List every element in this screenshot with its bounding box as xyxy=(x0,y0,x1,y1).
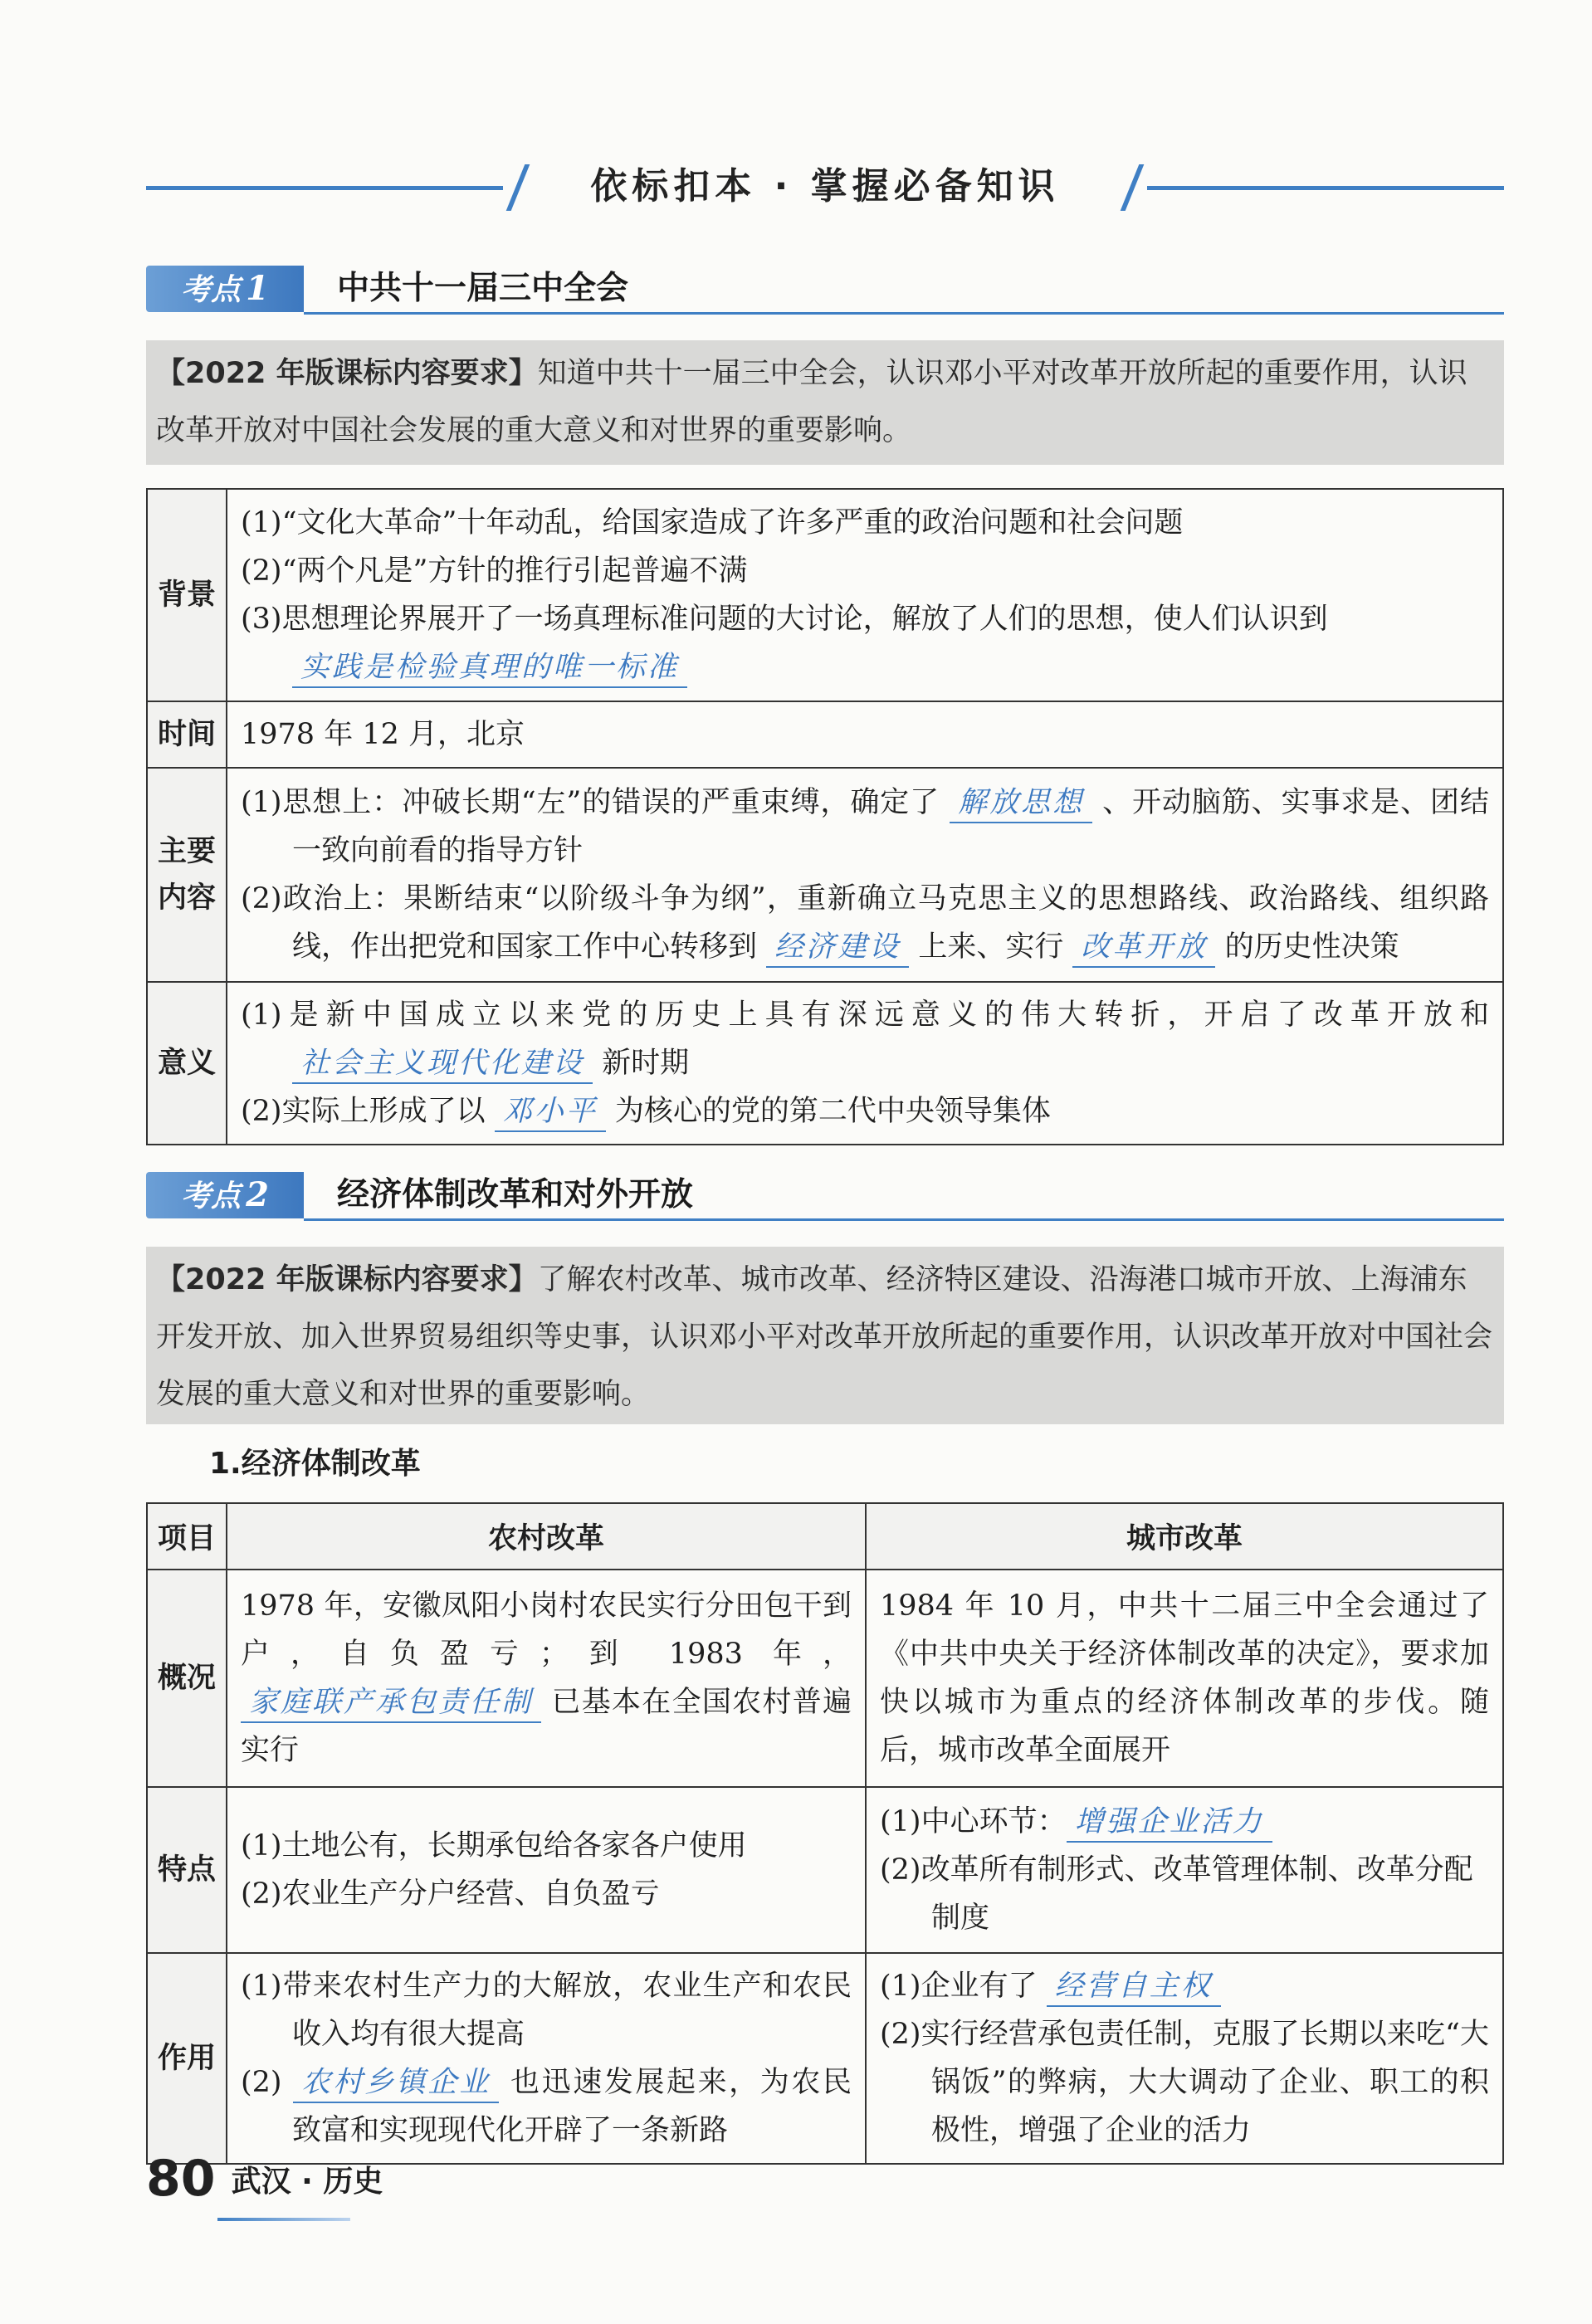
row-label-content: 主要内容 xyxy=(147,768,227,982)
row-label-features: 特点 xyxy=(147,1787,227,1953)
overview-rural-cell xyxy=(227,1570,866,1787)
requirement-text: 了解农村改革、城市改革、经济特区建设、沿海港口城市开放、上海浦东开发开放、加入世界贸易组织等史事，认识邓小平对改革开放所起的重要作用，认识改革开放对中国社会发展的重大意义和对世界的重要影响。 xyxy=(156,1263,1493,1411)
content-item-2-pre: (2)政治上：果断结束“以阶级斗争为纲”，重新确立马克思主义的思想路线、政治路线、组织路线，作出把党和国家工作中心转移到 xyxy=(241,882,1489,964)
answer-blank: 农村乡镇企业 xyxy=(293,2063,499,2103)
background-item-3-text: (3)思想理论界展开了一场真理标准问题的大讨论，解放了人们的思想，使人们认识到 xyxy=(241,603,1328,636)
meaning-item-1-pre: (1)是新中国成立以来党的历史上具有深远意义的伟大转折，开启了改革开放和 xyxy=(241,998,1489,1032)
effect-rural-item-2-post: 也迅速发展起来，为农民致富和实现现代化开辟了一条新路 xyxy=(292,2066,852,2147)
section-1-rule xyxy=(304,312,1504,315)
features-rural-item-2: (2)农业生产分户经营、自负盈亏 xyxy=(241,1877,660,1911)
footer-accent-bar xyxy=(217,2218,350,2221)
answer-blank: 经济建设 xyxy=(766,928,909,968)
section-2-table xyxy=(146,1502,1504,2165)
answer-blank: 家庭联产承包责任制 xyxy=(241,1683,541,1723)
section-2-heading xyxy=(146,1172,1504,1222)
requirement-label: 【2022 年版课标内容要求】 xyxy=(156,1263,538,1296)
table-row-time xyxy=(147,701,1503,768)
effect-rural-item-1: (1)带来农村生产力的大解放，农业生产和农民收入均有很大提高 xyxy=(241,1970,852,2051)
features-urban-cell xyxy=(866,1787,1503,1953)
background-cell xyxy=(227,489,1503,701)
page-header xyxy=(146,158,1504,216)
time-cell: 1978 年 12 月，北京 xyxy=(227,701,1503,768)
overview-rural-pre: 1978 年，安徽凤阳小岗村农民实行分田包干到户，自负盈亏；到 1983 年， xyxy=(241,1589,852,1671)
subheading-economic-reform: 1.经济体制改革 xyxy=(209,1447,421,1481)
row-label-background: 背景 xyxy=(147,489,227,701)
effect-urban-item-1-pre: (1)企业有了 xyxy=(880,1970,1038,2003)
meaning-cell xyxy=(227,982,1503,1145)
meaning-item-1-post: 新时期 xyxy=(602,1047,690,1080)
content-item-2-post: 的历史性决策 xyxy=(1224,930,1399,964)
content-item-1 xyxy=(241,779,1489,875)
answer-blank: 邓小平 xyxy=(495,1092,606,1132)
row-label-meaning: 意义 xyxy=(147,982,227,1145)
effect-rural-cell xyxy=(227,1953,866,2164)
section-2-title: 经济体制改革和对外开放 xyxy=(337,1176,694,1213)
table-row-effect xyxy=(147,1953,1503,2164)
table-header-row xyxy=(147,1503,1503,1570)
content-item-1-pre: (1)思想上：冲破长期“左”的错误的严重束缚，确定了 xyxy=(241,786,940,819)
section-1-table xyxy=(146,488,1504,1145)
table-row-meaning xyxy=(147,982,1503,1145)
row-label-time: 时间 xyxy=(147,701,227,768)
content-cell xyxy=(227,768,1503,982)
section-1-requirement xyxy=(146,340,1504,465)
badge-number: 1 xyxy=(246,269,269,308)
section-1-heading xyxy=(146,266,1504,315)
book-label: 武汉 · 历史 xyxy=(231,2164,383,2199)
badge-number: 2 xyxy=(246,1175,269,1214)
features-rural-cell xyxy=(227,1787,866,1953)
features-urban-item-1 xyxy=(880,1798,1489,1846)
section-2-badge xyxy=(146,1172,304,1218)
row-label-effect: 作用 xyxy=(147,1953,227,2164)
meaning-item-2-post: 为核心的党的第二代中央领导集体 xyxy=(614,1095,1051,1128)
requirement-text: 知道中共十一届三中全会，认识邓小平对改革开放所起的重要作用，认识改革开放对中国社会发展的重大意义和对世界的重要影响。 xyxy=(156,357,1467,447)
page-number: 80 xyxy=(146,2150,216,2208)
effect-urban-item-2: (2)实行经营承包责任制，克服了长期以来吃“大锅饭”的弊病，大大调动了企业、职工的积极性，增强了企业的活力 xyxy=(880,2018,1489,2147)
features-rural-item-1: (1)土地公有，长期承包给各家各户使用 xyxy=(241,1829,747,1863)
answer-blank: 经营自主权 xyxy=(1047,1967,1221,2007)
answer-blank: 社会主义现代化建设 xyxy=(292,1044,593,1084)
background-item-1: (1)“文化大革命”十年动乱，给国家造成了许多严重的政治问题和社会问题 xyxy=(241,506,1184,540)
meaning-item-2 xyxy=(241,1087,1489,1135)
overview-rural-post: 已基本在全国农村普遍实行 xyxy=(241,1686,852,1767)
effect-urban-cell xyxy=(866,1953,1503,2164)
effect-rural-item-2 xyxy=(241,2058,852,2155)
header-slash-left xyxy=(506,164,530,211)
meaning-item-2-pre: (2)实际上形成了以 xyxy=(241,1095,486,1128)
answer-blank: 增强企业活力 xyxy=(1067,1803,1272,1843)
content-item-2 xyxy=(241,875,1489,971)
features-urban-item-1-pre: (1)中心环节： xyxy=(880,1805,1067,1838)
header-rule-left xyxy=(146,186,503,190)
section-2-requirement xyxy=(146,1247,1504,1424)
features-urban-item-2: (2)改革所有制形式、改革管理体制、改革分配制度 xyxy=(880,1853,1473,1935)
section-1-title: 中共十一届三中全会 xyxy=(337,270,629,307)
col-header-urban: 城市改革 xyxy=(866,1503,1503,1570)
table-row-content xyxy=(147,768,1503,982)
answer-blank: 改革开放 xyxy=(1072,928,1215,968)
table-row-background xyxy=(147,489,1503,701)
badge-text: 考点 xyxy=(181,272,242,307)
col-header-rural: 农村改革 xyxy=(227,1503,866,1570)
background-item-2: (2)“两个凡是”方针的推行引起普遍不满 xyxy=(241,554,748,588)
requirement-label: 【2022 年版课标内容要求】 xyxy=(156,357,538,390)
meaning-item-1 xyxy=(241,991,1489,1087)
content-item-2-mid: 上来、实行 xyxy=(918,930,1064,964)
answer-blank: 解放思想 xyxy=(950,784,1092,823)
effect-rural-item-2-pre: (2) xyxy=(241,2066,282,2099)
badge-text: 考点 xyxy=(181,1179,242,1213)
answer-blank: 实践是检验真理的唯一标准 xyxy=(292,648,687,688)
section-2-rule xyxy=(304,1218,1504,1221)
row-label-overview: 概况 xyxy=(147,1570,227,1787)
header-slash-right xyxy=(1121,164,1145,211)
col-header-item: 项目 xyxy=(147,1503,227,1570)
effect-urban-item-1 xyxy=(880,1962,1489,2010)
background-item-3 xyxy=(241,595,1489,691)
content-item-1-post: 、开动脑筋、实事求是、团结一致向前看的指导方针 xyxy=(292,786,1489,867)
page-title: 依标扣本 · 掌握必备知识 xyxy=(590,165,1060,208)
page-footer xyxy=(146,2150,383,2224)
section-1-badge xyxy=(146,266,304,312)
table-row-overview xyxy=(147,1570,1503,1787)
header-rule-right xyxy=(1147,186,1504,190)
table-row-features xyxy=(147,1787,1503,1953)
overview-urban-cell: 1984 年 10 月，中共十二届三中全会通过了《中共中央关于经济体制改革的决定》，要求加快以城市为重点的经济体制改革的步伐。随后，城市改革全面展开 xyxy=(866,1570,1503,1787)
